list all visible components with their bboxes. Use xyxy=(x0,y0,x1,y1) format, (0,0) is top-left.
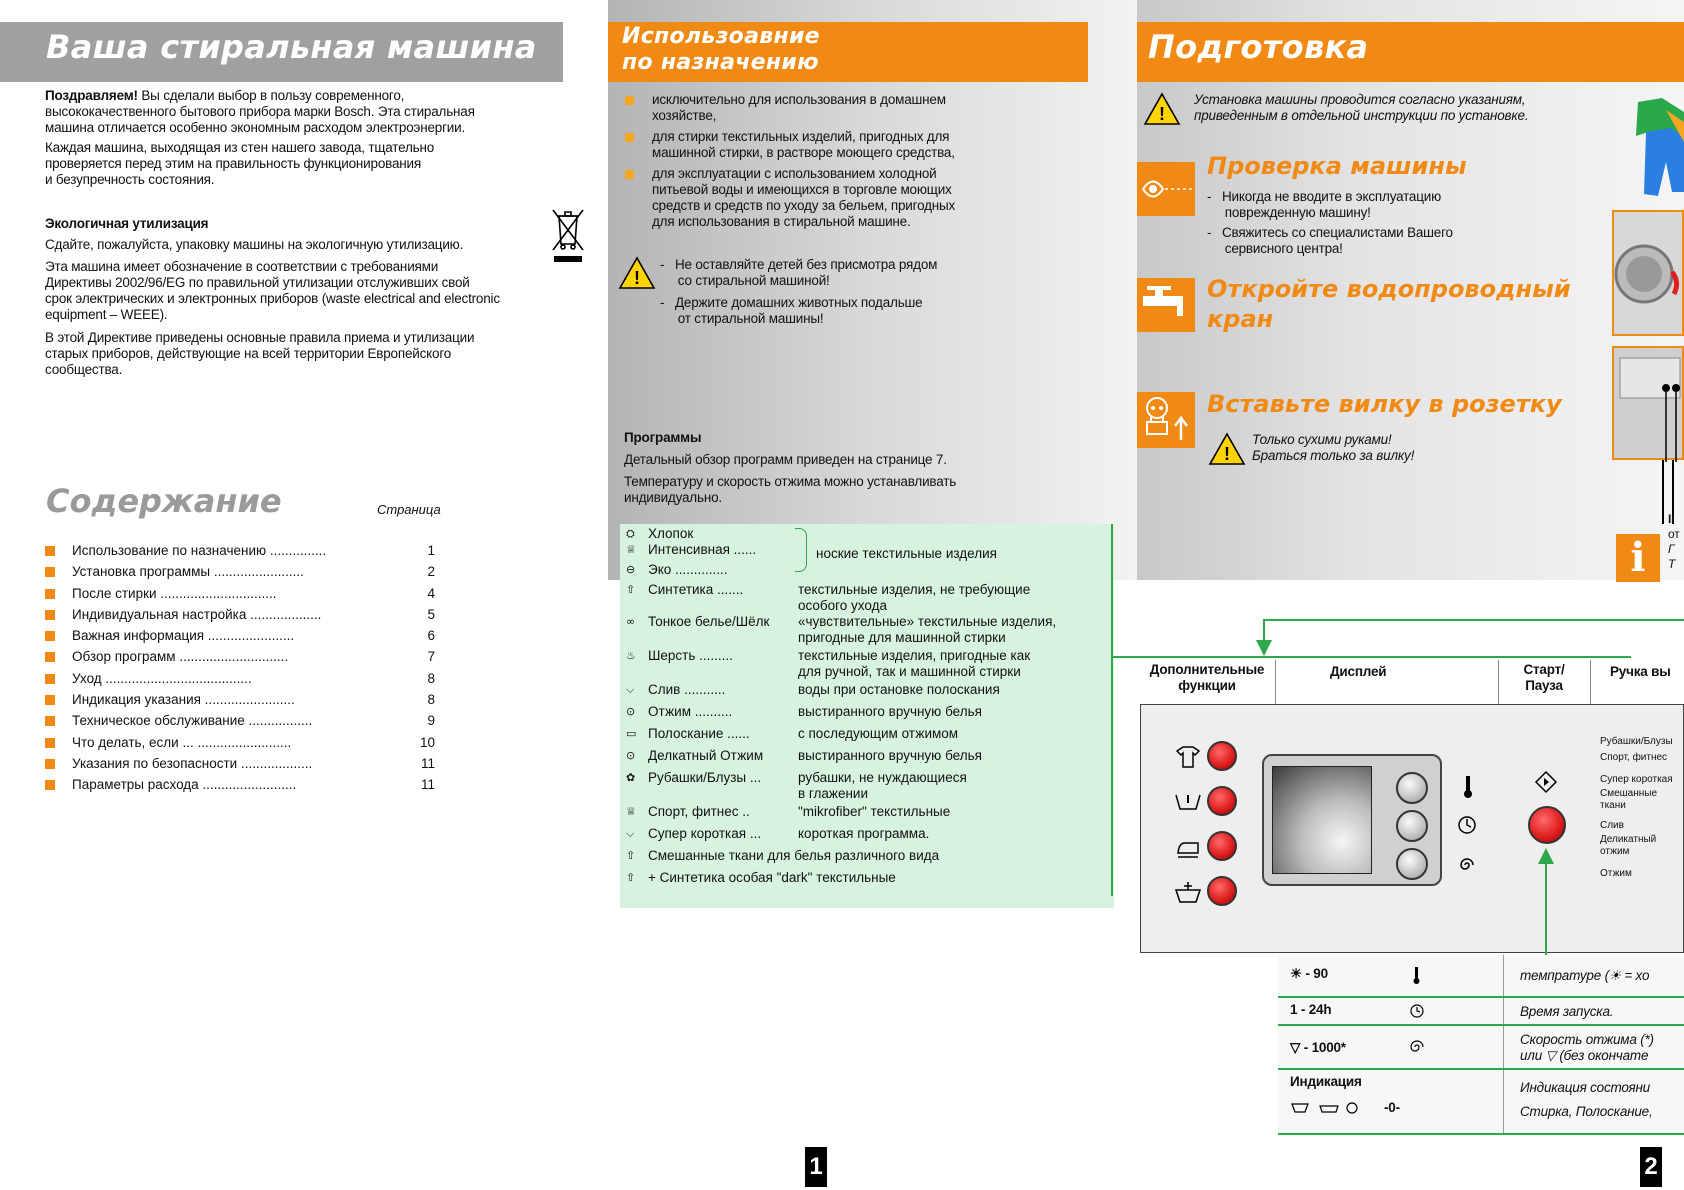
program-description: воды при остановке полоскания xyxy=(798,682,1000,697)
contents-item-label: Индикация указания ........................ xyxy=(72,692,295,708)
contents-item[interactable] xyxy=(45,564,435,585)
contents-item[interactable] xyxy=(45,756,435,777)
bullet-square xyxy=(45,716,55,726)
green-line xyxy=(1545,862,1547,966)
program-icon: ✿ xyxy=(626,771,636,784)
delay-button[interactable] xyxy=(1396,810,1428,842)
contents-item-label: Параметры расхода ......................... xyxy=(72,777,297,793)
program-description: выстиранного вручную белья xyxy=(798,704,982,719)
contents-item-page: 8 xyxy=(427,670,435,686)
display-label: Дисплей xyxy=(1330,664,1387,679)
eco-paragraph: Эта машина имеет обозначение в соответствии с требованиями Директивы 2002/96/EG по правильной утилизации отслуживших свой срок электрических и электронных приборов (waste electrical and electronic equipment – WEEE). xyxy=(45,259,500,322)
green-line xyxy=(1263,619,1684,621)
delay-range: 1 - 24h xyxy=(1290,1002,1332,1017)
quality-paragraph: Каждая машина, выходящая из стен нашего завода, тщательно проверяется перед этим на правильность функционирования и безупречность состояния. xyxy=(45,140,435,187)
bullet-square xyxy=(625,133,634,142)
contents-item-page: 10 xyxy=(419,734,435,750)
display-screen xyxy=(1272,766,1372,874)
green-arrow-down-icon xyxy=(1254,640,1274,658)
program-row xyxy=(626,526,1106,542)
plug-warning: Только сухими руками! Браться только за вилку! xyxy=(1252,432,1415,463)
program-icon: ⊙ xyxy=(626,749,636,762)
brace xyxy=(795,528,807,572)
check-icon-box xyxy=(1137,162,1195,216)
page1-title: Ваша стиральная машина xyxy=(46,28,537,66)
bullet-square xyxy=(45,780,55,790)
program-row xyxy=(626,870,1106,886)
bullet-square xyxy=(45,652,55,662)
program-icon: ⊖ xyxy=(626,563,636,576)
contents-item-page: 1 xyxy=(427,543,435,558)
program-icon: ▭ xyxy=(626,727,637,740)
pointer-line xyxy=(1662,460,1664,524)
temp-desc: темпратуре (☀ = хо xyxy=(1520,968,1650,983)
program-icon: ⊙ xyxy=(626,705,636,718)
plug-title: Вставьте вилку в розетку xyxy=(1207,390,1562,418)
contents-item-page: 5 xyxy=(427,606,435,622)
programs-line: Детальный обзор программ приведен на странице 7. xyxy=(624,452,947,467)
program-icon: ♕ xyxy=(626,543,636,556)
tap-title: Откройте водопроводный кран xyxy=(1207,275,1571,333)
contents-item-label: Указания по безопасности ................... xyxy=(72,755,313,771)
contents-page-label: Страница xyxy=(377,502,441,517)
clock-icon xyxy=(1456,814,1478,836)
program-description: "mikrofiber" текстильные xyxy=(798,804,951,819)
program-row xyxy=(626,770,1106,786)
side-letters: II от Г Т xyxy=(1668,512,1680,571)
machine-photo-1 xyxy=(1612,210,1684,336)
program-icon: ⌵ xyxy=(626,683,635,696)
program-description: текстильные изделия, не требующие xyxy=(798,582,1031,597)
weee-bin-icon xyxy=(550,206,586,264)
program-icon: ♕ xyxy=(626,805,636,818)
program-icon: ∞ xyxy=(626,615,636,628)
program-icon: ⛭ xyxy=(626,527,635,540)
bullet-square xyxy=(45,546,55,556)
contents-title: Содержание xyxy=(46,482,282,520)
contents-item-page: 4 xyxy=(427,585,435,601)
programs-heading: Программы xyxy=(624,430,702,445)
warning-icon xyxy=(1143,92,1181,126)
start-pause-icon xyxy=(1534,770,1558,794)
svg-text:!: ! xyxy=(1159,104,1165,124)
bullet-square xyxy=(45,631,55,641)
temp-range: ☀ - 90 xyxy=(1290,966,1328,981)
program-description: пригодные для машинной стирки xyxy=(798,630,1006,645)
program-icon: ⇧ xyxy=(626,871,636,884)
rinse-plus-icon xyxy=(1173,880,1203,904)
contents-item-page: 8 xyxy=(427,692,435,708)
program-icon: ⇧ xyxy=(626,583,636,596)
clock-icon xyxy=(1408,1002,1426,1020)
program-description: особого ухода xyxy=(798,598,887,613)
contents-item-label: Установка программы ........................ xyxy=(72,564,304,580)
bullet-square xyxy=(45,610,55,620)
program-row xyxy=(626,826,1106,842)
contents-list xyxy=(45,543,435,799)
program-row xyxy=(626,848,1106,864)
program-description: в глажении xyxy=(798,786,869,801)
bullet-square xyxy=(45,695,55,705)
program-name: Супер короткая ... xyxy=(648,826,762,841)
usage-bullet-3: для эксплуатации с использованием холодной питьевой воды и имеющихся в торговле моющих средств и средств по уходу за бельем, пригодных для использования в стиральной машине. xyxy=(652,166,956,229)
page-number-2: 2 xyxy=(1640,1147,1662,1187)
install-note: Установка машины проводится согласно указаниям, приведенным в отдельной инструкции по установке. xyxy=(1194,92,1529,123)
page2-title: Подготовка xyxy=(1148,28,1369,66)
spin-icon xyxy=(1456,854,1478,876)
contents-item-label: Обзор программ ............................. xyxy=(72,649,289,665)
contents-item-label: Что делать, если ... ......................... xyxy=(72,734,292,750)
indication-label: Индикация xyxy=(1290,1074,1362,1089)
program-name: Полоскание ...... xyxy=(648,726,750,741)
program-name: Спорт, фитнес .. xyxy=(648,804,750,819)
warn-pets: - Держите домашних животных подальше от стиральной машины! xyxy=(660,295,923,326)
program-icon: ⌵ xyxy=(626,827,635,840)
directive-paragraph: В этой Директиве приведены основные правила приема и утилизации старых приборов, действующие на всей территории Европейского сообщества. xyxy=(45,330,475,377)
contents-item-page: 6 xyxy=(427,628,435,644)
intro-bold: Поздравляем! xyxy=(45,88,138,103)
green-line xyxy=(1111,524,1113,896)
prewash-icon xyxy=(1173,789,1203,813)
shirt-icon xyxy=(1173,745,1203,769)
indication-zero: -0- xyxy=(1384,1100,1400,1115)
program-name: Эко .............. xyxy=(648,562,728,577)
program-row xyxy=(626,704,1106,720)
water-tap-icon xyxy=(1137,278,1195,332)
status-icons xyxy=(1290,1098,1380,1116)
program-row xyxy=(626,582,1106,598)
program-row xyxy=(626,614,1106,630)
program-description: короткая программа. xyxy=(798,826,930,841)
contents-item-label: Индивидуальная настройка ................... xyxy=(72,606,322,622)
warning-icon xyxy=(1208,432,1246,466)
mid-title: Использоавние по назначению xyxy=(622,24,820,75)
svg-text:!: ! xyxy=(634,268,640,288)
contents-item-page: 11 xyxy=(420,755,435,771)
program-row xyxy=(626,726,1106,742)
program-name: Смешанные ткани для белья различного вида xyxy=(648,848,940,863)
bullet-square xyxy=(45,589,55,599)
program-row xyxy=(626,748,1106,764)
contents-item-page: 9 xyxy=(427,713,435,729)
start-pause-label: Старт/ Пауза xyxy=(1523,662,1565,693)
contents-item[interactable] xyxy=(45,607,435,628)
contents-item-label: Техническое обслуживание ................. xyxy=(72,713,313,729)
program-row xyxy=(626,630,1106,646)
start-pause-button[interactable] xyxy=(1528,806,1566,844)
knob-label: Ручка вы xyxy=(1610,664,1671,679)
program-name: Рубашки/Блузы ... xyxy=(648,770,762,785)
contents-item[interactable] xyxy=(45,777,435,798)
spin-desc: Скорость отжима (*) или ▽ (без окончате xyxy=(1520,1032,1654,1063)
extra-function-button-1[interactable] xyxy=(1207,741,1237,771)
programs-list xyxy=(626,526,1106,906)
program-name: Шерсть ......... xyxy=(648,648,733,663)
easy-iron-icon xyxy=(1173,835,1203,859)
thermometer-icon xyxy=(1410,966,1424,986)
delay-desc: Время запуска. xyxy=(1520,1004,1614,1019)
contents-item[interactable] xyxy=(45,543,435,564)
svg-text:!: ! xyxy=(1224,444,1230,464)
indication-desc: Индикация состояни xyxy=(1520,1080,1650,1095)
contents-item-page: 2 xyxy=(427,564,435,580)
bullet-square xyxy=(45,759,55,769)
warning-icon xyxy=(618,256,656,290)
contents-item[interactable] xyxy=(45,692,435,713)
program-name: Слив ........... xyxy=(648,682,726,697)
program-description: «чувствительные» текстильные изделия, xyxy=(798,614,1057,629)
program-row xyxy=(626,598,1106,614)
program-row xyxy=(626,562,1106,578)
programs-individual: Температуру и скорость отжима можно устанавливать индивидуально. xyxy=(624,474,957,505)
contents-item-label: Уход ....................................... xyxy=(72,670,252,686)
extra-function-button-4[interactable] xyxy=(1207,876,1237,906)
contents-item-label: После стирки ............................... xyxy=(72,585,277,601)
eye-icon xyxy=(1137,162,1195,216)
indication-states: Стирка, Полоскание, xyxy=(1520,1104,1653,1119)
bullet-square xyxy=(625,170,634,179)
contents-item[interactable] xyxy=(45,586,435,607)
program-row xyxy=(626,648,1106,664)
program-icon: ⇧ xyxy=(626,849,636,862)
program-row xyxy=(626,786,1106,802)
contents-item-label: Использование по назначению ............... xyxy=(72,543,327,558)
program-row xyxy=(626,682,1106,698)
laundry-illustration xyxy=(1610,92,1684,200)
program-name: Делкатный Отжим xyxy=(648,748,764,763)
intro-paragraph: Поздравляем! Вы сделали выбор в пользу современного, высококачественного бытового прибора марки Bosch. Эта стиральная машина отличается особенно экономным расходом электроэнергии. xyxy=(45,88,475,135)
program-row xyxy=(626,804,1106,820)
check-title: Проверка машины xyxy=(1207,152,1467,180)
program-description: выстиранного вручную белья xyxy=(798,748,982,763)
program-name: Хлопок xyxy=(648,526,694,541)
plug-socket-icon xyxy=(1137,392,1195,448)
program-name: Синтетика ....... xyxy=(648,582,744,597)
contents-item[interactable] xyxy=(45,649,435,670)
program-description: ноские текстильные изделия xyxy=(816,546,997,561)
info-icon: i xyxy=(1616,534,1660,582)
program-description: с последующим отжимом xyxy=(798,726,959,741)
spin-button[interactable] xyxy=(1396,848,1428,880)
temperature-button[interactable] xyxy=(1396,772,1428,804)
eco-line: Сдайте, пожалуйста, упаковку машины на экологичную утилизацию. xyxy=(45,237,464,252)
bullet-square xyxy=(45,674,55,684)
program-description: для ручной, так и машинной стирки xyxy=(798,664,1021,679)
program-name: Отжим .......... xyxy=(648,704,733,719)
extra-functions-label: Дополнительные функции xyxy=(1149,662,1265,693)
tap-icon-box xyxy=(1137,278,1195,332)
usage-bullet-2: для стирки текстильных изделий, пригодных для машинной стирки, в растворе моющего средства, xyxy=(652,129,955,160)
contents-item[interactable] xyxy=(45,735,435,756)
bullet-square xyxy=(625,96,634,105)
usage-bullet-1: исключительно для использования в домашнем хозяйстве, xyxy=(652,92,946,123)
thermometer-icon xyxy=(1458,774,1478,800)
contents-item-label: Важная информация ....................... xyxy=(72,628,295,644)
warn-children: - Не оставляйте детей без присмотра рядом со стиральной машиной! xyxy=(660,257,938,288)
program-icon: ♨ xyxy=(626,649,636,662)
spin-icon xyxy=(1408,1038,1426,1056)
program-row xyxy=(626,542,1106,561)
machine-photo-2 xyxy=(1612,346,1684,460)
contents-item[interactable] xyxy=(45,713,435,734)
page-number-1: 1 xyxy=(805,1147,827,1187)
extra-function-button-3[interactable] xyxy=(1207,831,1237,861)
contents-item[interactable] xyxy=(45,628,435,649)
program-row xyxy=(626,664,1106,680)
spin-range: ▽ - 1000* xyxy=(1290,1040,1346,1055)
check-item-2: - Свяжитесь со специалистами Вашего сервисного центра! xyxy=(1207,225,1453,256)
program-description: текстильные изделия, пригодные как xyxy=(798,648,1031,663)
program-description: рубашки, не нуждающиеся xyxy=(798,770,967,785)
program-name: Интенсивная ...... xyxy=(648,542,757,557)
program-name: + Синтетика особая "dark" текстильные xyxy=(648,870,896,885)
bullet-square xyxy=(45,738,55,748)
plug-icon-box xyxy=(1137,392,1195,448)
program-name: Тонкое белье/Шёлк xyxy=(648,614,770,629)
contents-item-page: 7 xyxy=(427,649,435,665)
check-item-1: - Никогда не вводите в эксплуатацию поврежденную машину! xyxy=(1207,189,1442,220)
contents-item[interactable] xyxy=(45,671,435,692)
extra-function-button-2[interactable] xyxy=(1207,786,1237,816)
green-arrow-up-icon xyxy=(1536,848,1556,866)
bullet-square xyxy=(45,567,55,577)
program-dial-labels: Рубашки/Блузы Спорт, фитнес Супер короткая Смешанные ткани Слив Деликатный отжим Отжим xyxy=(1600,736,1673,879)
contents-item-page: 11 xyxy=(420,777,435,793)
eco-heading: Экологичная утилизация xyxy=(45,216,209,231)
